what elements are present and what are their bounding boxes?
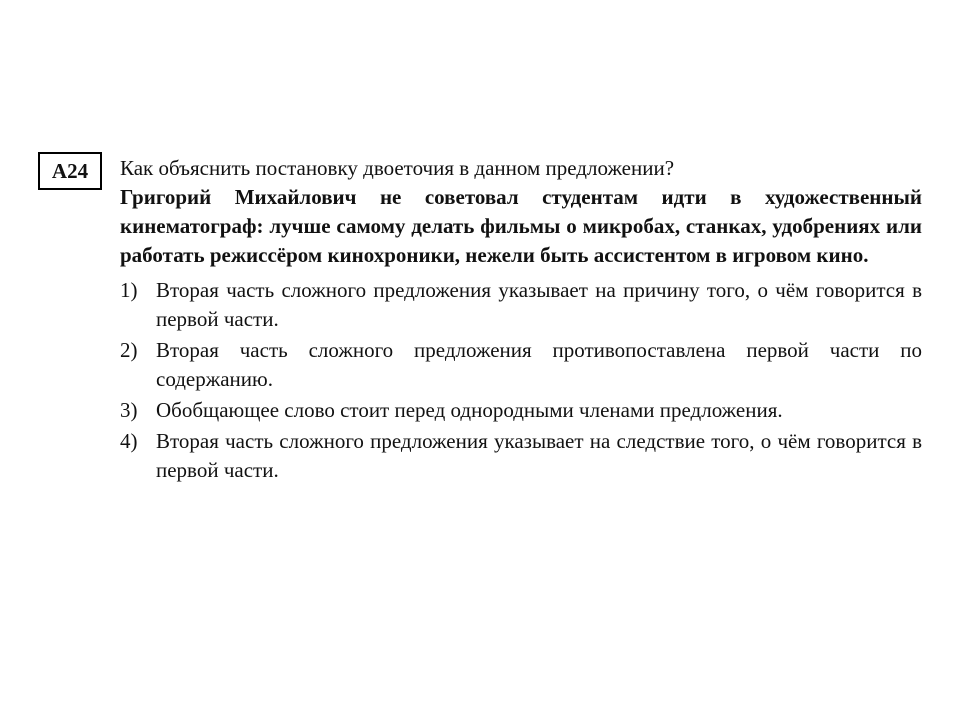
answer-option-1 [120, 276, 922, 334]
option-text: Вторая часть сложного предложения указывает на причину того, о чём говорится в первой части. [156, 278, 922, 331]
option-text: Обобщающее слово стоит перед однородными членами предложения. [156, 398, 783, 422]
option-number: 4) [120, 429, 138, 453]
answer-option-4 [120, 427, 922, 485]
answer-option-2 [120, 336, 922, 394]
task-number-box [38, 152, 102, 190]
answer-option-3 [120, 396, 922, 425]
option-text: Вторая часть сложного предложения указывает на следствие того, о чём говорится в первой части. [156, 429, 922, 482]
option-number: 1) [120, 278, 138, 302]
question-text: Как объяснить постановку двоеточия в данном предложении? [120, 156, 675, 180]
option-number: 2) [120, 338, 138, 362]
task-content [120, 154, 922, 487]
answer-options [120, 276, 922, 485]
option-number: 3) [120, 398, 138, 422]
example-sentence: Григорий Михайлович не советовал студентам идти в художественный кинематограф: лучше самому делать фильмы о микробах, станках, удобрениях или работать режиссёром кинохроники, нежели быть ассистентом в игровом кино. [120, 185, 922, 267]
task-number: A24 [51, 158, 89, 183]
option-text: Вторая часть сложного предложения противопоставлена первой части по содержанию. [156, 338, 922, 391]
